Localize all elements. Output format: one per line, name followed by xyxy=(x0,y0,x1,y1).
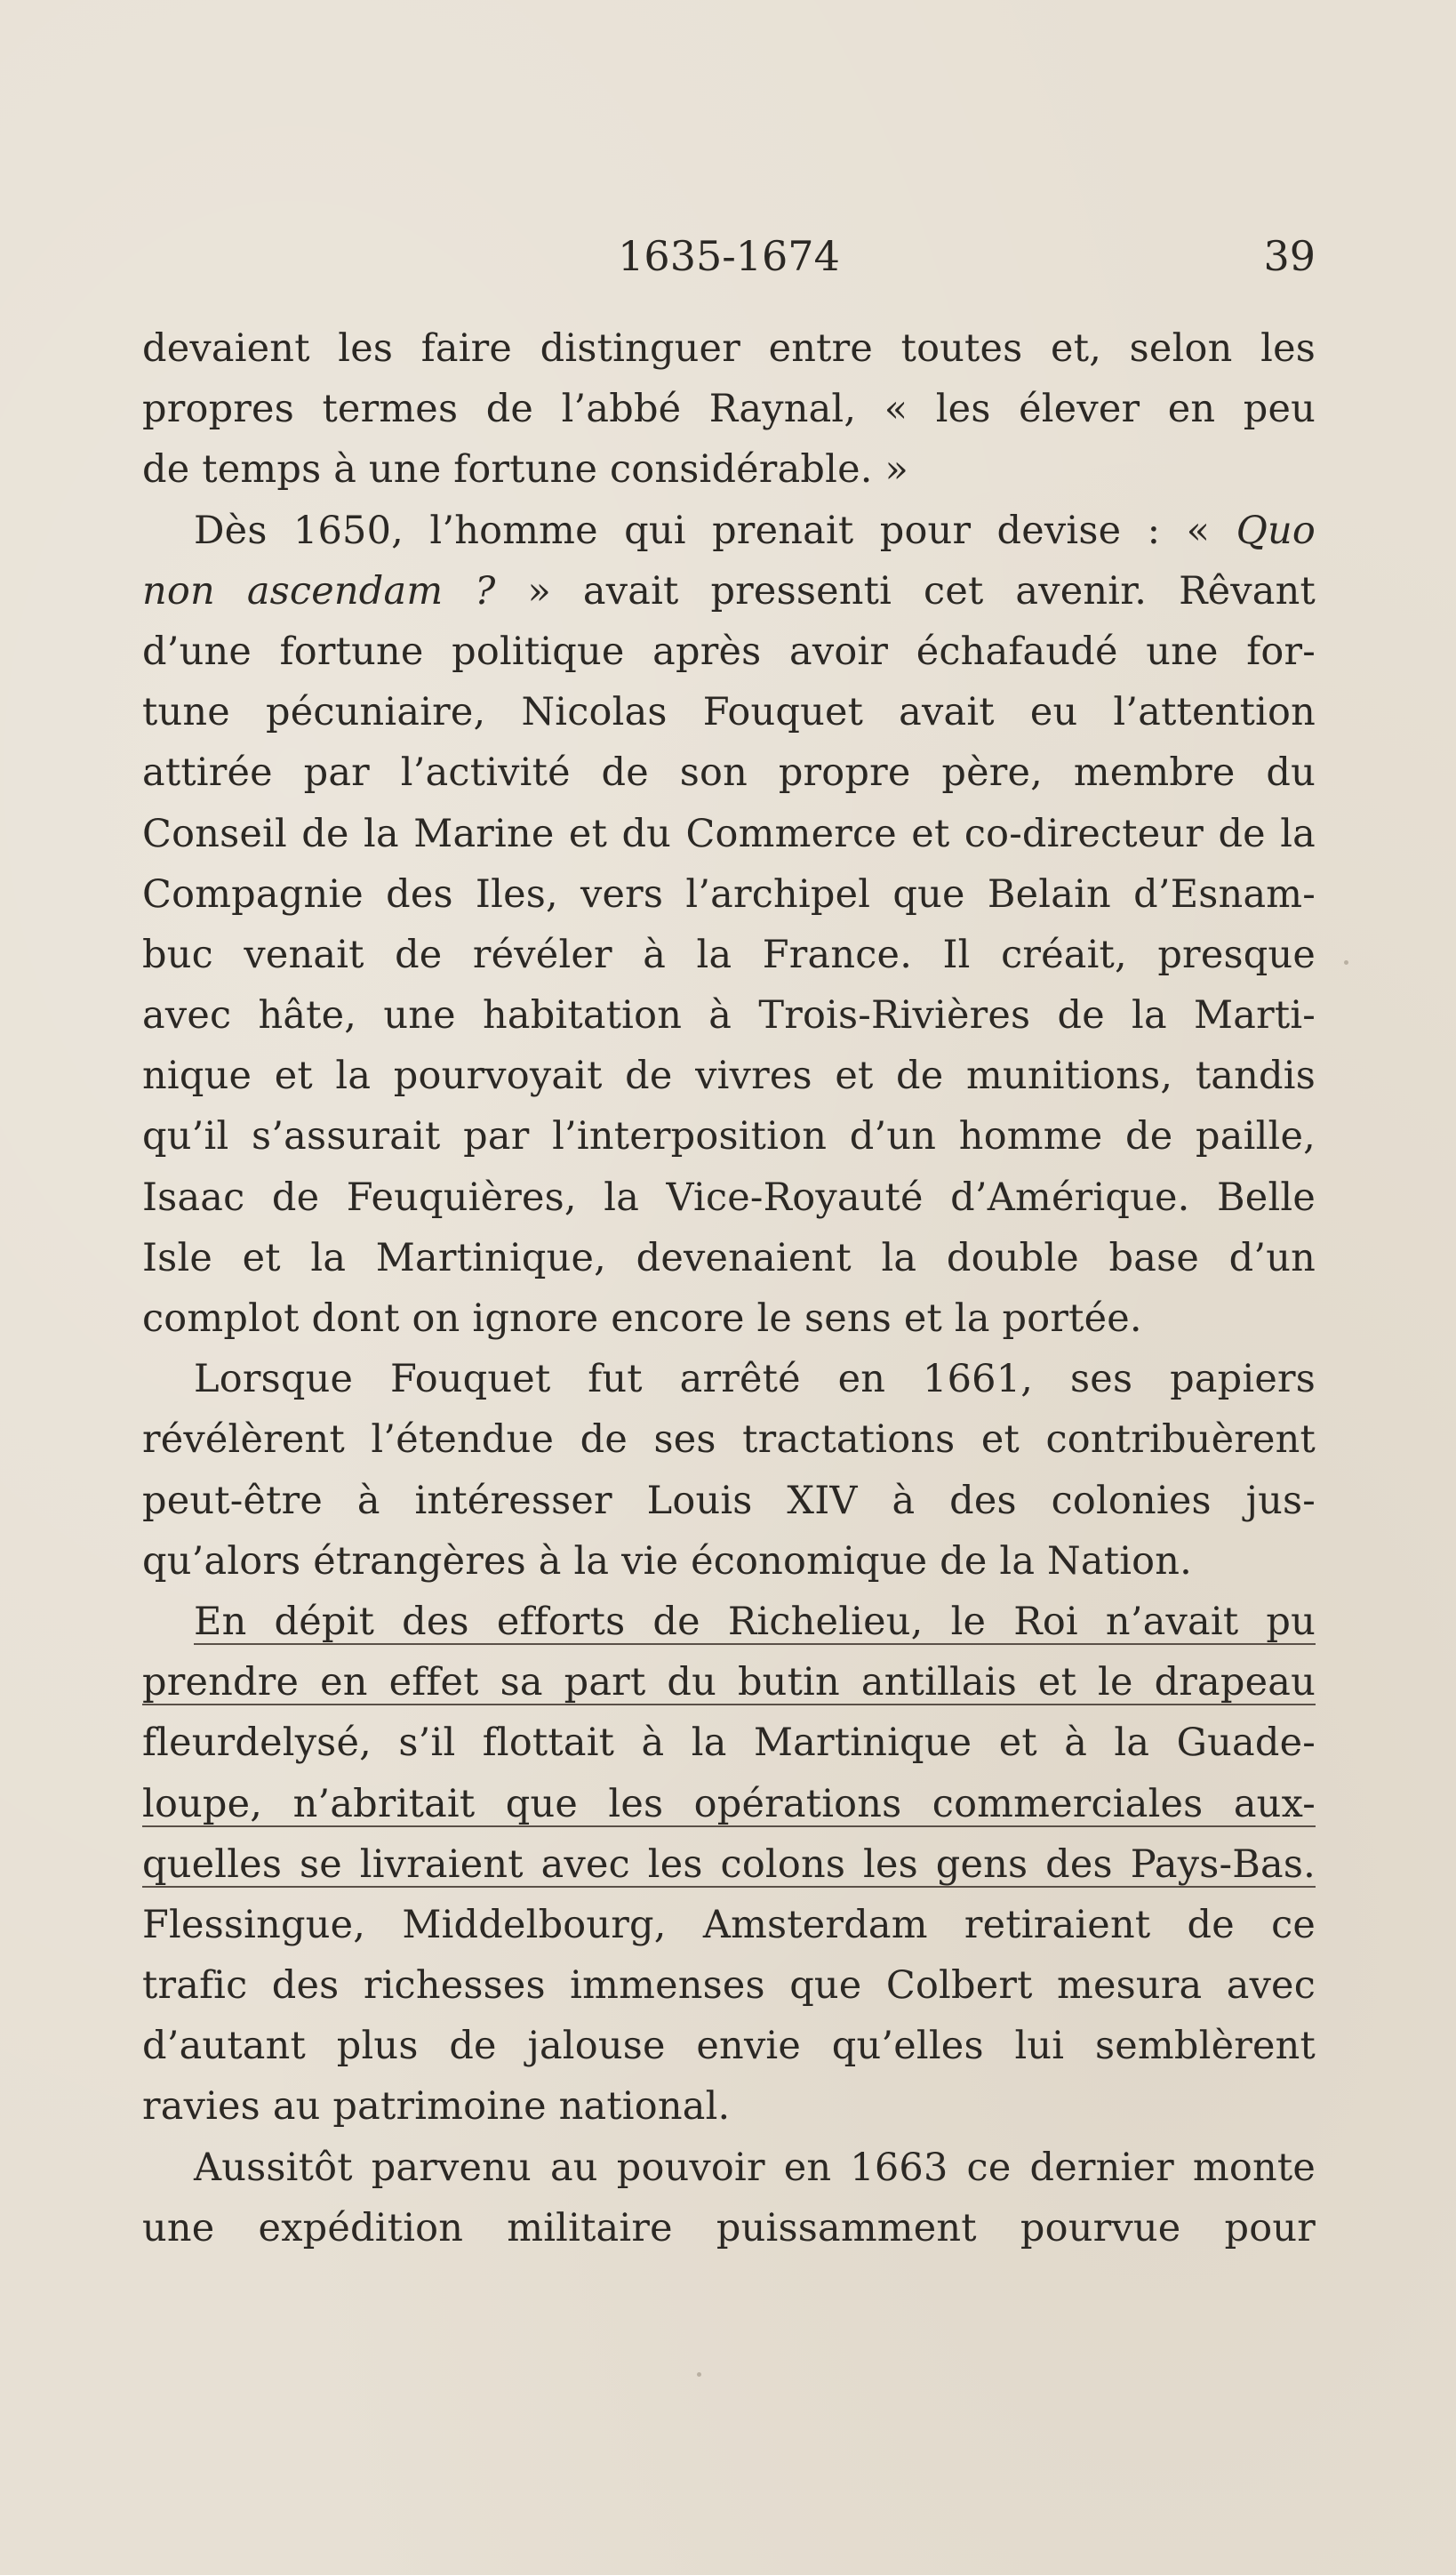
text-line: devaient les faire distinguer entre toutes et, selon les xyxy=(142,326,1316,371)
text-line: une expédition militaire puissamment pourvue pour xyxy=(142,2205,1316,2250)
text-line: Conseil de la Marine et du Commerce et co-directeur de la xyxy=(142,811,1316,856)
text-line: En dépit des efforts de Richelieu, le Roi n’avait pu xyxy=(194,1599,1316,1644)
running-title: 1635-1674 xyxy=(618,232,840,280)
text-line: Isle et la Martinique, devenaient la double base d’un xyxy=(142,1235,1316,1280)
text-line: de temps à une fortune considérable. » xyxy=(142,447,908,493)
text-line: Isaac de Feuquières, la Vice-Royauté d’Amérique. Belle xyxy=(142,1175,1316,1220)
text-line: d’une fortune politique après avoir échafaudé une for- xyxy=(142,629,1316,674)
text-line: buc venait de révéler à la France. Il créait, presque xyxy=(142,932,1316,977)
text-line: complot dont on ignore encore le sens et la portée. xyxy=(142,1296,1142,1341)
text-line: trafic des richesses immenses que Colbert mesura avec xyxy=(142,1963,1316,2009)
text-line: Lorsque Fouquet fut arrêté en 1661, ses papiers xyxy=(194,1357,1316,1402)
paper-speck xyxy=(697,2372,701,2377)
text-line: d’autant plus de jalouse envie qu’elles lui semblèrent xyxy=(142,2024,1316,2069)
body-text xyxy=(142,318,1316,2258)
text-line: non ascendam ? » avait pressenti cet avenir. Rêvant xyxy=(142,568,1316,614)
text-line: révélèrent l’étendue de ses tractations et contribuèrent xyxy=(142,1417,1316,1463)
text-line: prendre en effet sa part du butin antillais et le drapeau xyxy=(142,1660,1316,1705)
text-line: Aussitôt parvenu au pouvoir en 1663 ce dernier monte xyxy=(194,2145,1316,2190)
text-line: qu’alors étrangères à la vie économique de la Nation. xyxy=(142,1538,1193,1584)
text-line: propres termes de l’abbé Raynal, « les élever en peu xyxy=(142,387,1316,432)
running-header xyxy=(142,229,1316,283)
text-line: avec hâte, une habitation à Trois-Rivières de la Marti- xyxy=(142,993,1316,1039)
text-line: quelles se livraient avec les colons les gens des Pays-Bas. xyxy=(142,1841,1316,1887)
text-line: ravies au patrimoine national. xyxy=(142,2084,731,2130)
text-line: Flessingue, Middelbourg, Amsterdam retiraient de ce xyxy=(142,1902,1316,1947)
text-line: tune pécuniaire, Nicolas Fouquet avait eu l’attention xyxy=(142,690,1316,735)
text-line: attirée par l’activité de son propre père, membre du xyxy=(142,750,1316,796)
text-line: nique et la pourvoyait de vivres et de munitions, tandis xyxy=(142,1054,1316,1099)
text-line: qu’il s’assurait par l’interposition d’un homme de paille, xyxy=(142,1114,1316,1159)
text-line: Dès 1650, l’homme qui prenait pour devise : « Quo xyxy=(194,508,1316,553)
text-line: Compagnie des Iles, vers l’archipel que Belain d’Esnam- xyxy=(142,871,1316,917)
page-number: 39 xyxy=(1263,232,1316,280)
paper-speck xyxy=(1344,960,1348,965)
text-line: fleurdelysé, s’il flottait à la Martinique et à la Guade- xyxy=(142,1721,1316,1766)
text-line: loupe, n’abritait que les opérations commerciales aux- xyxy=(142,1781,1316,1826)
text-line: peut-être à intéresser Louis XIV à des colonies jus- xyxy=(142,1478,1316,1523)
